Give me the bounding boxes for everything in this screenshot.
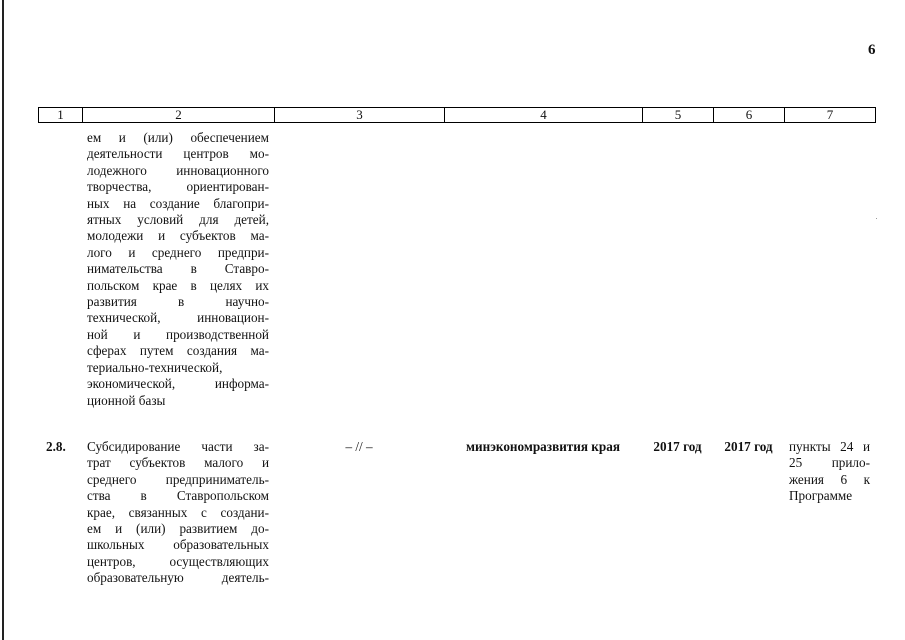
text-line: лодежного инновационного [87, 162, 269, 178]
text-line: центров, осуществляющих [87, 553, 269, 569]
text-line: ционной базы [87, 392, 166, 408]
text-line: ем и (или) обеспечением [87, 130, 269, 145]
text-line: деятельности центров мо- [87, 146, 269, 162]
text-line: крае, связанных с создани- [87, 504, 269, 520]
scan-speck [876, 218, 877, 219]
row-col3-ditto: – // – [345, 439, 373, 454]
text-line: молодежи и субъектов ма- [87, 228, 269, 244]
text-line: образовательную деятель- [87, 570, 269, 586]
header-col-7: 7 [784, 107, 876, 123]
row-col7-reference [789, 439, 870, 505]
text-line: пункты 24 и [789, 439, 870, 454]
header-col-4: 4 [444, 107, 642, 123]
text-line: сферах путем создания ма- [87, 343, 269, 359]
continuation-cell-text [87, 130, 269, 409]
text-line: ем и (или) развитием до- [87, 521, 269, 537]
text-line: экономической, информа- [87, 376, 269, 392]
text-line: трат субъектов малого и [87, 455, 269, 471]
text-line: жения 6 к [789, 471, 870, 487]
text-line: ства в Ставропольском [87, 488, 269, 504]
text-line: 25 прило- [789, 455, 870, 471]
text-line: Программе [789, 488, 853, 504]
header-col-6: 6 [713, 107, 784, 123]
text-line: Субсидирование части за- [87, 439, 269, 454]
text-line: ной и производственной [87, 326, 269, 342]
page-number: 6 [868, 42, 876, 58]
row-col6-end: 2017 год [724, 439, 773, 454]
header-col-3: 3 [274, 107, 444, 123]
header-col-1: 1 [38, 107, 82, 123]
row-number: 2.8. [46, 439, 66, 454]
page-left-edge-rule [2, 0, 4, 640]
text-line: развития в научно- [87, 294, 269, 310]
text-line: школьных образовательных [87, 537, 269, 553]
text-line: нимательства в Ставро- [87, 261, 269, 277]
text-line: ных на создание благопри- [87, 195, 269, 211]
row-col4-executor: минэкономразвития края [466, 439, 620, 454]
row-description [87, 439, 269, 587]
text-line: польском крае в целях их [87, 277, 269, 293]
text-line: лого и среднего предпри- [87, 244, 269, 260]
row-col5-start: 2017 год [653, 439, 702, 454]
text-line: творчества, ориентирован- [87, 179, 269, 195]
text-line: технической, инновацион- [87, 310, 269, 326]
header-col-2: 2 [82, 107, 274, 123]
text-line: териально-технической, [87, 359, 223, 375]
text-line: среднего предприниматель- [87, 471, 269, 487]
text-line: ятных условий для детей, [87, 212, 269, 228]
header-col-5: 5 [642, 107, 713, 123]
